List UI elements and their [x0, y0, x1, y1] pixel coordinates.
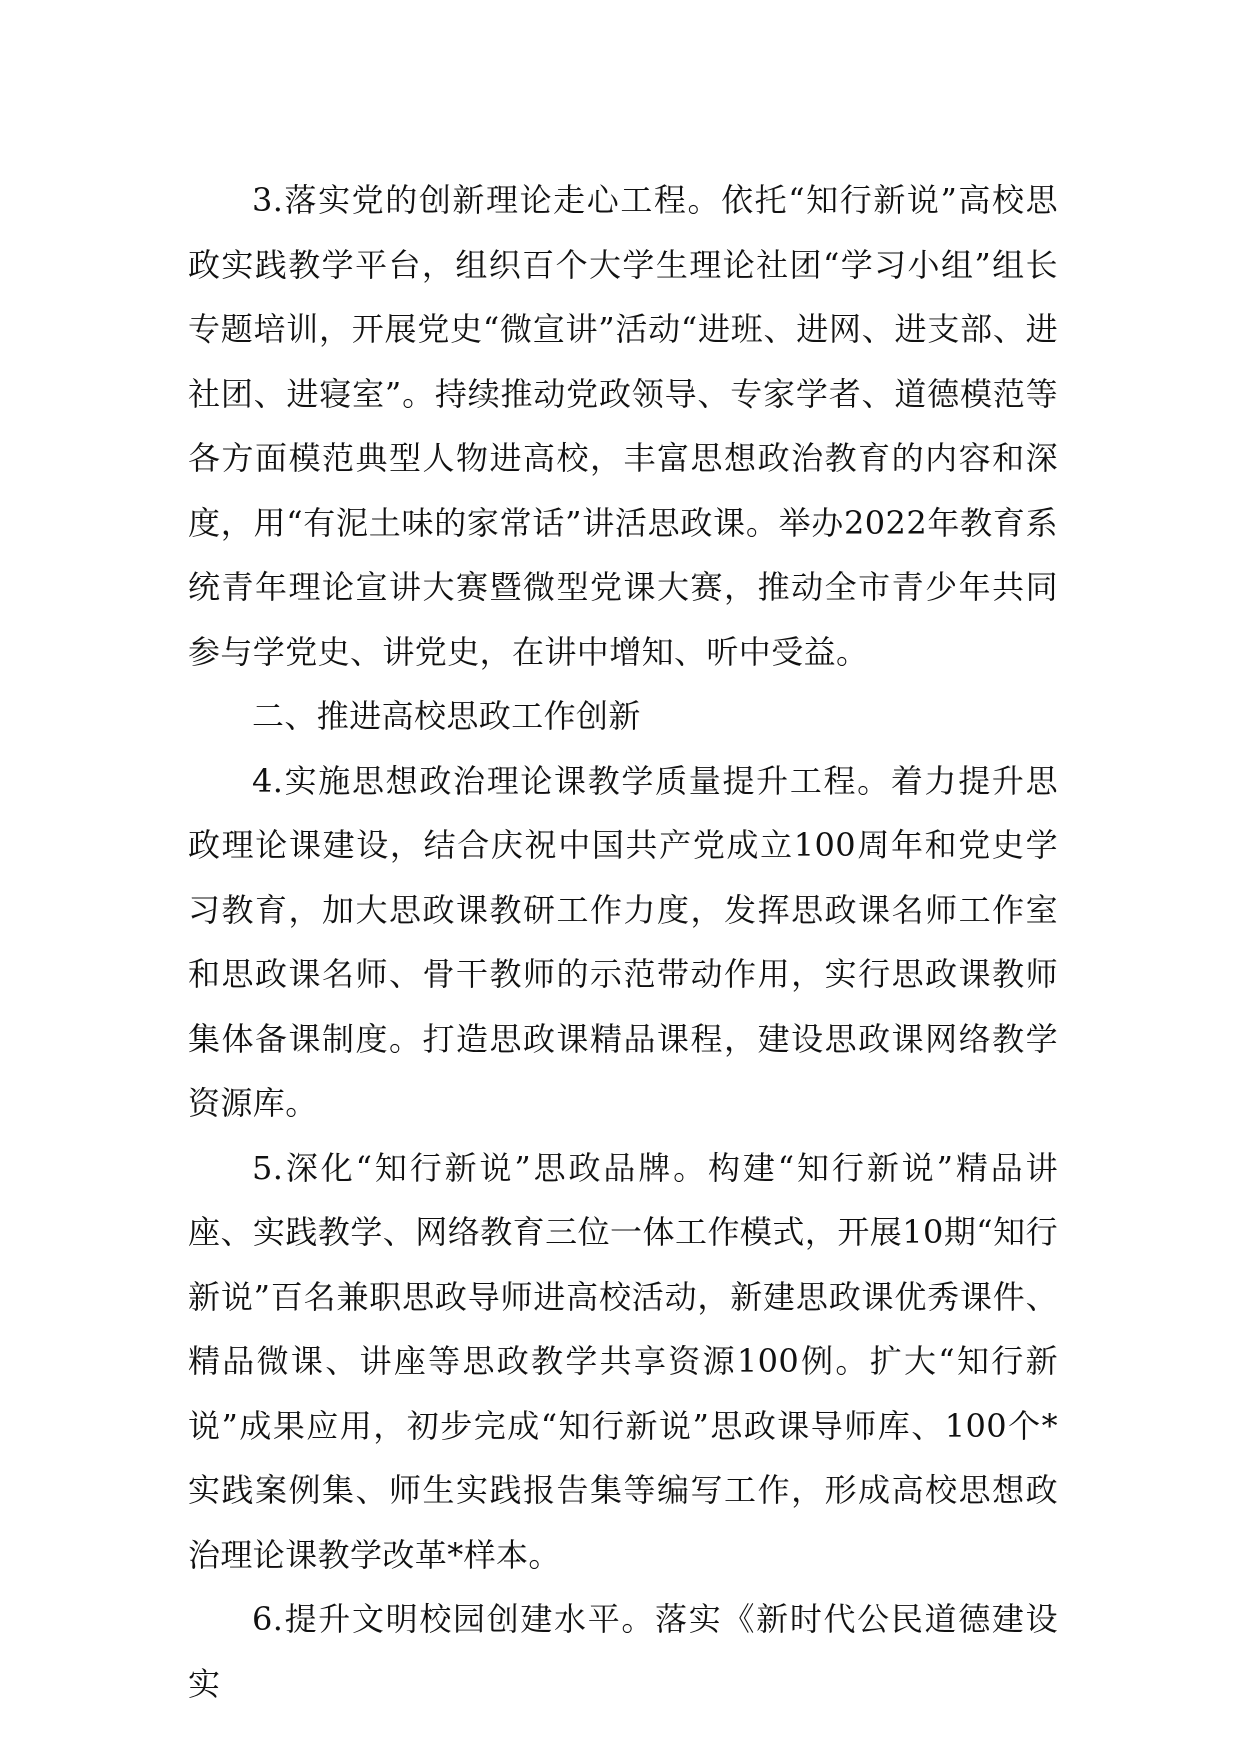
document-body — [188, 168, 1058, 1716]
paragraph-item-4: 4.实施思想政治理论课教学质量提升工程。着力提升思政理论课建设，结合庆祝中国共产党成立100周年和党史学习教育，加大思政课教研工作力度，发挥思政课名师工作室和思政课名师、骨干教师的示范带动作用，实行思政课教师集体备课制度。打造思政课精品课程，建设思政课网络教学资源库。 — [188, 761, 1058, 1122]
paragraph-item-5: 5.深化“知行新说”思政品牌。构建“知行新说”精品讲座、实践教学、网络教育三位一体工作模式，开展10期“知行新说”百名兼职思政导师进高校活动，新建思政课优秀课件、精品微课、讲座等思政教学共享资源100例。扩大“知行新说”成果应用，初步完成“知行新说”思政课导师库、100个*实践案例集、师生实践报告集等编写工作，形成高校思想政治理论课教学改革*样本。 — [188, 1148, 1058, 1574]
paragraph-item-6: 6.提升文明校园创建水平。落实《新时代公民道德建设实 — [188, 1600, 1058, 1703]
paragraph-item-3: 3.落实党的创新理论走心工程。依托“知行新说”高校思政实践教学平台，组织百个大学生理论社团“学习小组”组长专题培训，开展党史“微宣讲”活动“进班、进网、进支部、进社团、进寝室”。持续推动党政领导、专家学者、道德模范等各方面模范典型人物进高校，丰富思想政治教育的内容和深度，用“有泥土味的家常话”讲活思政课。举办2022年教育系统青年理论宣讲大赛暨微型党课大赛，推动全市青少年共同参与学党史、讲党史，在讲中增知、听中受益。 — [188, 181, 1058, 671]
section-heading-2: 二、推进高校思政工作创新 — [252, 697, 641, 735]
